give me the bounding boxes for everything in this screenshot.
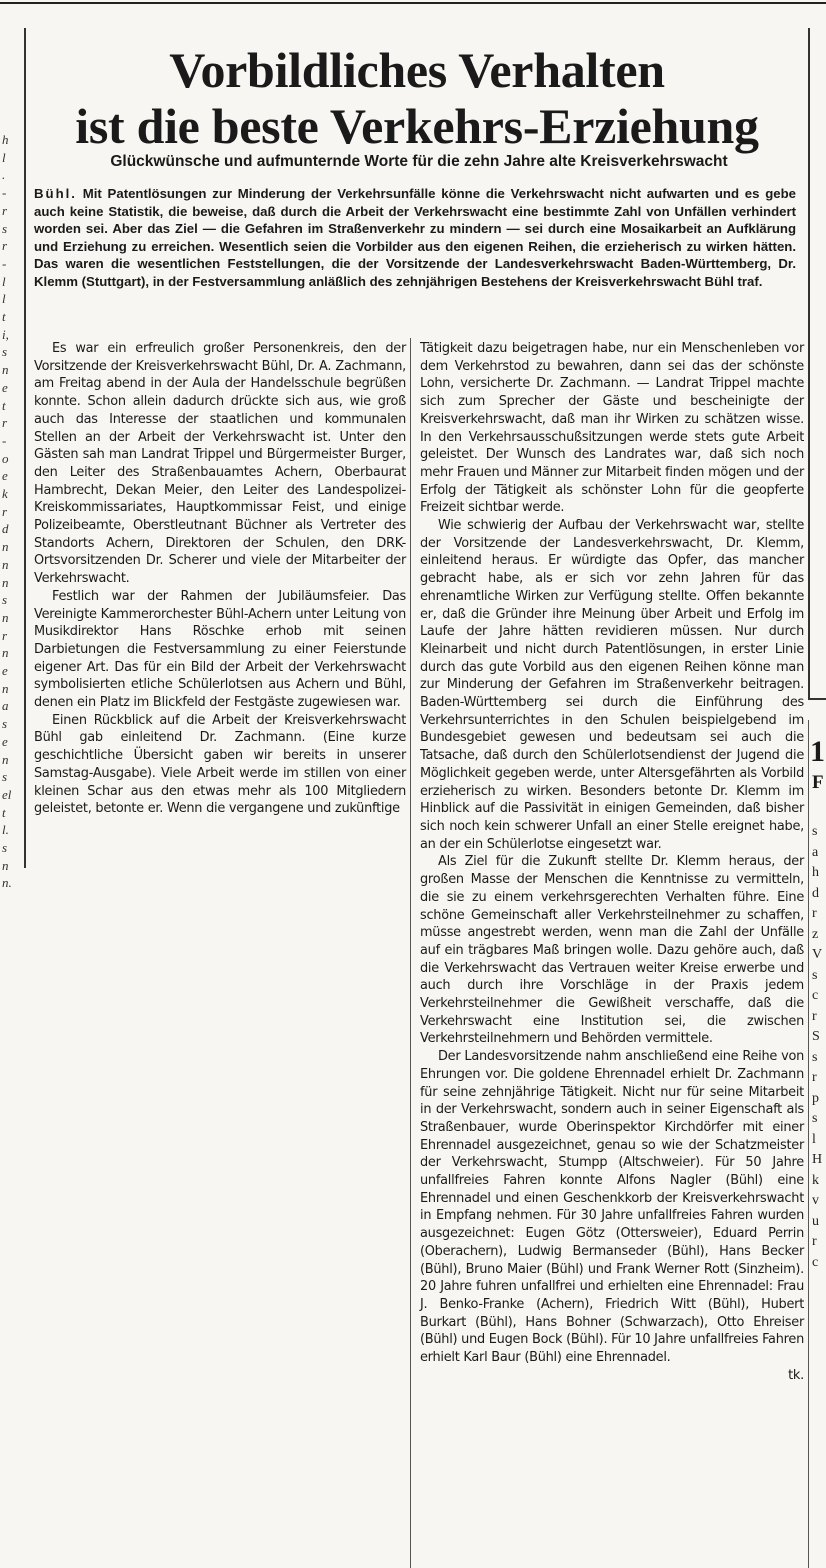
center-column-rule	[410, 338, 411, 1568]
left-margin-fragment: -	[2, 255, 7, 271]
right-column-rule-lower	[808, 720, 809, 1568]
left-margin-fragment: s	[2, 769, 8, 785]
right-margin-fragment: p	[812, 1090, 819, 1106]
paragraph: Festlich war der Rahmen der Jubiläumsfeier. Das Vereinigte Kammerorchester Bühl-Achern unter Leitung von Musikdirektor Hans Röschke erhob mit seinen Darbietungen die Festversammlung zu einer Feierstunde eigener Art. Das für ein Bild der Arbeit der Verkehrswacht symbolisierten etliche Schülerlotsen aus Achern und Bühl, denen ein Platz im Blickfeld der Festgäste zugewiesen war.	[34, 588, 406, 711]
left-margin-fragment: l	[2, 149, 6, 165]
left-margin-fragment: l.	[2, 822, 9, 838]
lead-text: Mit Patentlösungen zur Minderung der Verkehrsunfälle könne die Verkehrswacht nicht aufwarten und es gebe auch keine Statistik, die beweise, daß durch die Arbeit der Verkehrswacht eine bestimmte Zahl von Unfällen verhindert worden sei. Aber das Ziel — die Gefahren im Straßenverkehr zu mindern — sei durch eine Mosaikarbeit an Aufklärung und Erziehung zu erreichen. Wesentlich seien die Vorbilder aus den eigenen Reihen, die erzieherisch zu wirken hätten. Das waren die wesentlichen Feststellungen, die der Vorsitzende der Landesverkehrswacht Baden-Württemberg, Dr. Klemm (Stuttgart), in der Festversammlung anläßlich des zehnjährigen Bestehens der Kreisverkehrswacht Bühl traf.	[34, 186, 797, 289]
left-margin-fragment: -	[2, 432, 7, 448]
left-margin-fragment: k	[2, 486, 8, 501]
left-margin-fragment: n	[2, 556, 9, 572]
paragraph: Als Ziel für die Zukunft stellte Dr. Klemm heraus, der großen Masse der Menschen die Kenntnisse zu vermitteln, die sie zu einem verkehrsgerechten Verhalten führe. Eine schöne Gemeinschaft aller Verkehrsteilnehmer zu schaffen, müsse angestrebt werden, wenn man die Zahl der Unfälle auf ein trägbares Maß bringen wolle. Dazu gehöre auch, daß die Verkehrswacht das Vertrauen weiter Kreise erwerbe und auch durch ihre Vorschläge in der Praxis jedem Verkehrsteilnehmer die Gewißheit verschaffe, daß die Verkehrswacht eine Institution sei, die zwischen Verkehrsteilnehmern und Behörden vermittele.	[420, 854, 804, 1047]
dateline: Bühl.	[34, 186, 77, 201]
right-column-rule-horizontal	[808, 698, 826, 700]
article-column-2	[420, 340, 804, 1384]
top-rule	[0, 2, 826, 4]
left-margin-fragment: n	[2, 539, 9, 555]
left-margin-fragment: t	[2, 397, 6, 413]
left-margin-fragment: l	[2, 291, 6, 307]
left-margin-fragment: e	[2, 379, 8, 395]
left-margin-fragment: n	[2, 609, 9, 625]
left-margin-fragment: n	[2, 645, 9, 661]
paragraph: Es war ein erfreulich großer Personenkreis, den der Vorsitzende der Kreisverkehrswacht Bühl, Dr. A. Zachmann, am Freitag abend in der Aula der Handelsschule begrüßen konnte. Schon allein dadurch drückte sich aus, wie groß auch das Interesse der staatlichen und kommunalen Stellen an der Arbeit der Verkehrswacht ist. Unter den Gästen sah man Landrat Trippel und Bürgermeister Burger, den Leiter des Straßenbauamtes Achern, Oberbaurat Hambrecht, Dekan Meier, den Leiter des Landespolizei-Kreiskommissariates, Hauptkommissar Feist, und einige Polizeibeamte, Oberstleutnant Büchner als Vertreter des Standorts Achern, Direktoren der Schulen, den DRK-Ortsvorsitzenden Dr. Scherer und viele der Mitarbeiter der Verkehrswacht.	[34, 341, 406, 587]
paragraph: Der Landesvorsitzende nahm anschließend eine Reihe von Ehrungen vor. Die goldene Ehrennadel erhielt Dr. Zachmann für seine zehnjährige Tätigkeit. Nicht nur für seine Mitarbeit in der Verkehrswacht, sondern auch in seiner Eigenschaft als Straßenbauer, wurde Oberinspektor Kirchdörfer mit einer Ehrennadel ausgezeichnet, genau so wie der Schatzmeister der Verkehrswacht, Stumpp (Altschweier). Für 50 Jahre unfallfreies Fahren konnte Alfons Nagler (Bühl) eine Ehrennadel und einen Geschenkkorb der Kreisverkehrswacht in Empfang nehmen. Für 30 Jahre unfallfreies Fahren wurden ausgezeichnet: Eugen Götz (Ottersweier), Eduard Perrin (Oberachern), Ludwig Bermanseder (Bühl), Hans Becker (Bühl), Bruno Maier (Bühl) und Frank Werner Rott (Sinzheim). 20 Jahre fuhren unfallfrei und erhielten eine Ehrennadel: Frau J. Benko-Franke (Achern), Friedrich Witt (Bühl), Hubert Burkart (Bühl), Hans Bohner (Schwarzach), Otto Ehreiser (Bühl) und Eugen Bock (Bühl). Für 10 Jahre unfallfreies Fahren erhielt Karl Baur (Bühl) eine Ehrennadel.	[420, 1049, 804, 1366]
right-margin-fragment: c	[812, 1254, 819, 1270]
left-margin-fragment: e	[2, 733, 8, 749]
paragraph: Tätigkeit dazu beigetragen habe, nur ein Menschenleben vor dem Verkehrstod zu bewahren, dann sei das der schönste Lohn, versicherte Dr. Zachmann. — Landrat Trippel machte sich zum Sprecher der Gäste und bescheinigte der Kreisverkehrswacht, daß man ihr Wirken zu schätzen wisse. In den Verkehrsausschußsitzungen werde stets gute Arbeit geleistet. Der Wunsch des Landrates war, daß sich noch mehr Frauen und Männer zur Mitarbeit finden mögen und der Erfolg der Tätigkeit als schönster Lohn für die geopferte Freizeit sichtbar werde.	[420, 341, 804, 516]
left-margin-fragment: .	[2, 167, 6, 183]
article-column-1	[34, 340, 406, 818]
left-margin-fragment: n	[2, 751, 9, 767]
left-margin-fragment: i,	[2, 326, 9, 342]
right-margin-fragment: s	[812, 1049, 818, 1065]
right-margin-fragment: a	[812, 844, 819, 860]
right-margin-fragment: r	[812, 1234, 817, 1249]
left-margin-fragment: r	[2, 627, 8, 643]
left-margin-fragment: s	[2, 220, 8, 236]
right-margin-fragment: H	[812, 1152, 823, 1167]
left-margin-fragment: n.	[2, 875, 12, 891]
right-margin-fragment: l	[812, 1131, 816, 1147]
left-margin-fragment: n	[2, 362, 9, 378]
right-margin-fragment: s	[812, 967, 818, 983]
article-subheadline: Glückwünsche und aufmunternde Worte für die zehn Jahre alte Kreisverkehrswacht	[110, 153, 728, 170]
left-margin-fragment: l	[2, 273, 6, 289]
left-margin-fragment: t	[2, 309, 6, 324]
left-margin-fragment: r	[2, 238, 8, 254]
right-column-rule	[808, 28, 810, 698]
left-margin-fragment: h	[2, 132, 9, 147]
left-margin-fragment: n	[2, 574, 9, 590]
right-margin-fragment: S	[812, 1029, 820, 1044]
right-margin-fragment: h	[812, 865, 819, 880]
left-margin-fragment: e	[2, 468, 8, 484]
right-margin-fragment: r	[812, 1070, 817, 1085]
right-margin-fragment: V	[812, 947, 823, 962]
left-margin-fragment: o	[2, 450, 9, 466]
left-margin-fragment: r	[2, 503, 8, 519]
paragraph: Wie schwierig der Aufbau der Verkehrswacht war, stellte der Vorsitzende der Landesverkehrswacht, Dr. Klemm, einleitend heraus. Er würdigte das Opfer, das mancher gebracht habe, als er sich vor zehn Jahren für das ehrenamtliche Wirken zur Verfügung stellte. Offen bekannte er, daß die Gründer ihre Meinung über Arbeit und Erfolg im Laufe der Jahre hätten revidieren müssen. Nur durch Kleinarbeit und nicht durch Patentlösungen, in erster Linie durch das gute Vorbild aus den eigenen Reihen könne man zur Minderung der Gefahren im Straßenverkehr beitragen. Baden-Württemberg sei durch die Einführung des Verkehrsunterrichtes in den Schulen beispielgebend im Bundesgebiet gewesen und bedeutsam sei auch die Tatsache, daß durch den Schülerlotsendienst der Jugend die Möglichkeit gegeben werde, unter Altersgefährten als Vorbild erzieherisch zu wirken. Besonders betonte Dr. Klemm im Hinblick auf die Passivität in einigen Gemeinden, daß bisher sich noch kein schwerer Unfall an einer Stelle ereignet habe, an der ein Schülerlotse eingesetzt war.	[420, 518, 804, 852]
left-column-rule	[24, 28, 26, 868]
right-margin-fragment: v	[812, 1193, 819, 1208]
left-margin-fragment: s	[2, 840, 8, 855]
left-margin-fragment: n	[2, 857, 9, 873]
right-margin-fragment: k	[812, 1172, 819, 1188]
headline-line-2: ist die beste Verkehrs-Erziehung	[75, 98, 759, 154]
left-margin-fragment: e	[2, 663, 8, 678]
author-signature: tk.	[788, 1367, 804, 1383]
right-margin-fragment: r	[812, 1008, 817, 1024]
left-margin-fragment: -	[2, 185, 7, 201]
left-margin-fragment: r	[2, 415, 8, 431]
right-margin-fragment: r	[812, 906, 817, 921]
right-margin-fragment: c	[812, 988, 819, 1003]
left-margin-fragment: el	[2, 786, 12, 802]
right-margin-fragment: d	[812, 885, 819, 901]
article-headline	[26, 42, 808, 154]
left-margin-fragment: r	[2, 202, 8, 218]
right-margin-fragment: s	[812, 824, 818, 839]
paragraph: Einen Rückblick auf die Arbeit der Kreisverkehrswacht Bühl gab einleitend Dr. Zachmann. (Eine kurze geschichtliche Übersicht gaben wir bereits in unserer Samstag-Ausgabe). Viele Arbeit werde im stillen von einer kleinen Schar aus den etwas mehr als 100 Mitgliedern geleistet, betonte er. Wenn die vergangene und zukünftige	[34, 712, 406, 817]
article-lead	[34, 185, 796, 291]
left-margin-fragment: t	[2, 804, 6, 820]
left-margin-fragment: d	[2, 521, 9, 537]
headline-line-1: Vorbildliches Verhalten	[169, 42, 665, 98]
left-margin-fragment: s	[2, 716, 8, 732]
left-margin-fragment: n	[2, 680, 9, 696]
right-margin-fragment: s	[812, 1111, 818, 1126]
right-margin-fragment: u	[812, 1213, 819, 1229]
adjacent-article-subheading: F	[812, 772, 824, 793]
left-margin-fragment: s	[2, 344, 8, 360]
right-margin-fragment: z	[812, 926, 819, 942]
adjacent-article-heading: 1	[810, 735, 825, 768]
left-margin-fragment: a	[2, 698, 9, 714]
left-margin-fragment: s	[2, 592, 8, 608]
